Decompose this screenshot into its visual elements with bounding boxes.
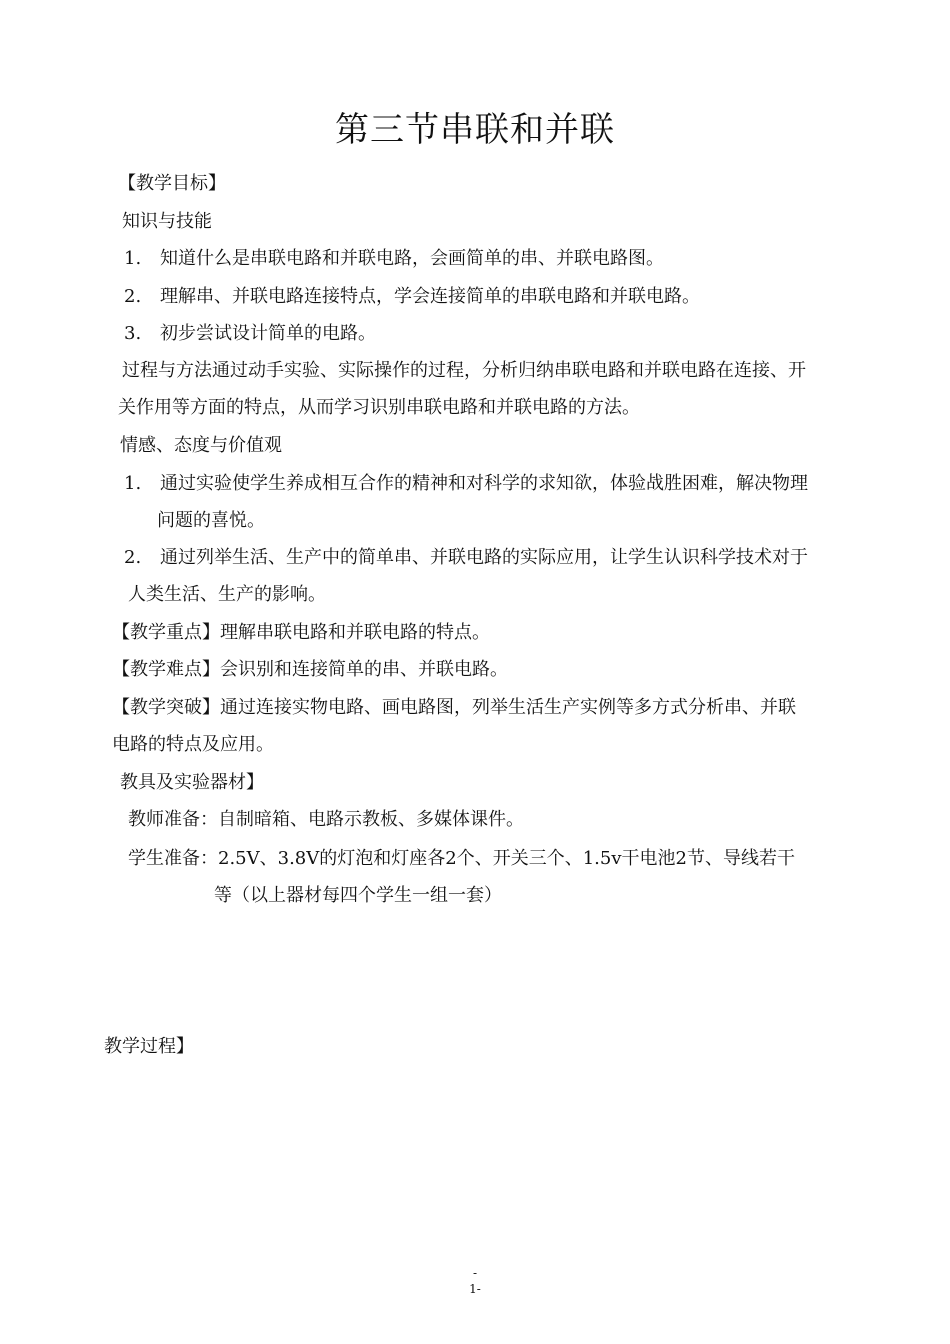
knowledge-heading: 知识与技能 [122,211,212,232]
item-number: 1. [124,473,142,494]
item-text: 知道什么是串联电路和并联电路，会画简单的串、并联电路图。 [160,248,664,269]
process-method-line-1: 过程与方法通过动手实验、实际操作的过程，分析归纳串联电路和并联电路在连接、开 [122,360,806,381]
footer-dash: - [472,1266,478,1280]
knowledge-item-3 [124,322,376,346]
item-text: 通过实验使学生养成相互合作的精神和对科学的求知欲，体验战胜困难，解决物理 [160,473,808,494]
student-preparation-line-2: 等（以上器材每四个学生一组一套） [214,885,502,906]
student-preparation-line-1: 学生准备：2.5V、3.8V的灯泡和灯座各2个、开关三个、1.5v干电池2节、导线若干 [128,848,795,869]
item-number: 1. [124,248,142,269]
knowledge-item-1 [124,247,664,271]
teacher-preparation: 教师准备：自制暗箱、电路示教板、多媒体课件。 [128,809,524,830]
item-text: 理解串、并联电路连接特点，学会连接简单的串联电路和并联电路。 [160,286,700,307]
item-number: 2. [124,286,142,307]
teaching-breakthrough-line-1: 【教学突破】通过连接实物电路、画电路图，列举生活生产实例等多方式分析串、并联 [112,697,796,718]
item-number: 3. [124,323,142,344]
page-title: 第三节串联和并联 [335,110,615,150]
process-method-line-2: 关作用等方面的特点，从而学习识别串联电路和并联电路的方法。 [118,397,640,418]
emotion-item-1-continued: 问题的喜悦。 [157,510,265,531]
page-number: 1- [469,1282,481,1296]
emotion-item-2 [124,546,808,570]
materials-heading: 教具及实验器材】 [120,772,264,793]
teaching-focus: 【教学重点】理解串联电路和并联电路的特点。 [112,622,490,643]
knowledge-item-2 [124,285,700,309]
goals-heading: 【教学目标】 [118,173,226,194]
item-number: 2. [124,547,142,568]
emotion-item-2-continued: 人类生活、生产的影响。 [128,584,326,605]
item-text: 通过列举生活、生产中的简单串、并联电路的实际应用，让学生认识科学技术对于 [160,547,808,568]
process-heading: 教学过程】 [104,1036,194,1057]
teaching-breakthrough-line-2: 电路的特点及应用。 [112,734,274,755]
item-text: 初步尝试设计简单的电路。 [160,323,376,344]
emotion-item-1 [124,472,808,496]
emotion-heading: 情感、态度与价值观 [120,435,282,456]
teaching-difficulty: 【教学难点】会识别和连接简单的串、并联电路。 [112,659,508,680]
